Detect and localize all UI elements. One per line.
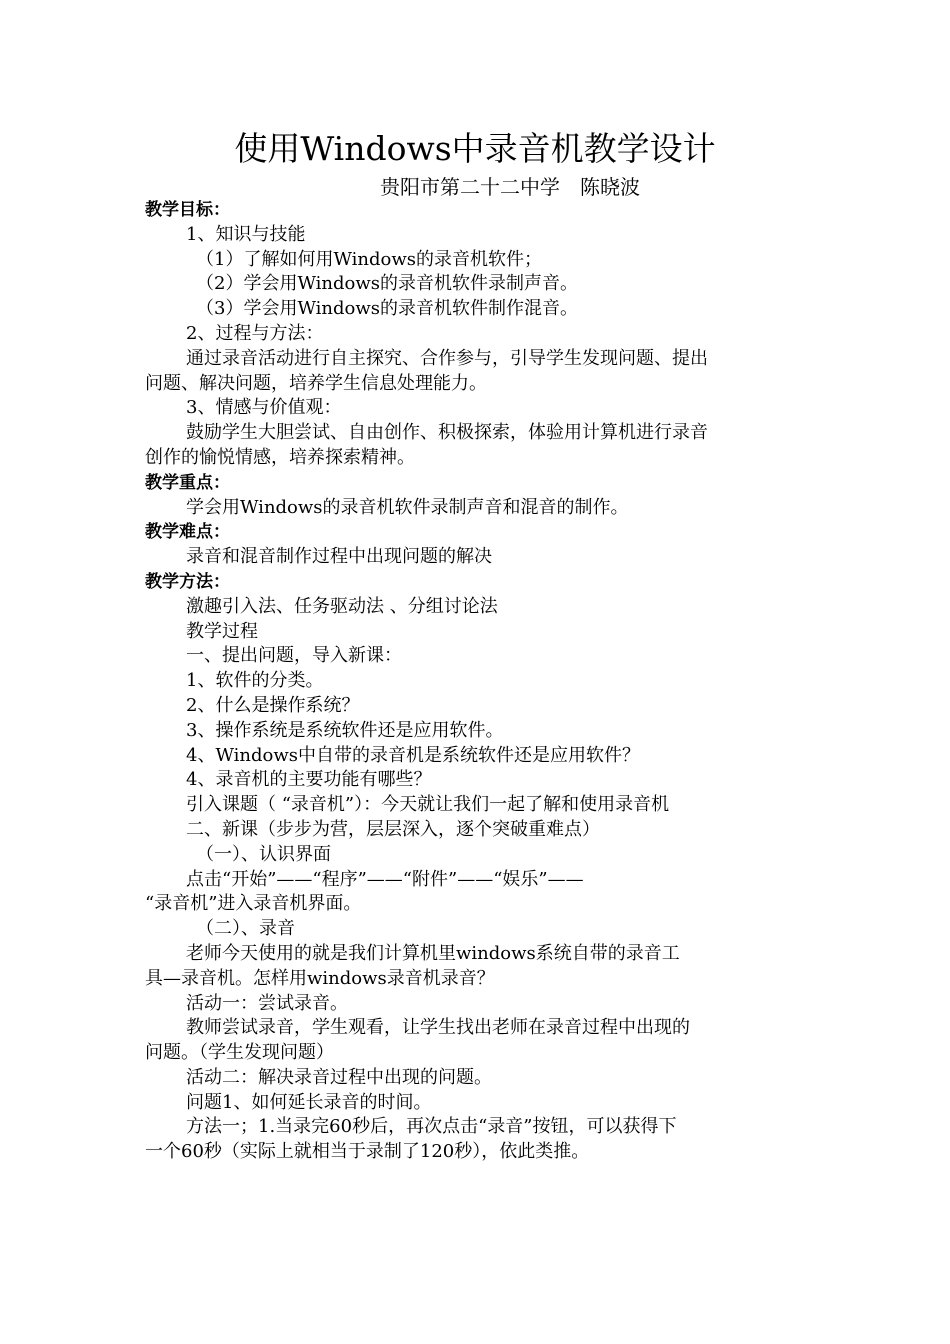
paragraph-line: 2、过程与方法： xyxy=(186,322,324,344)
paragraph-line: （1）了解如何用Windows的录音机软件； xyxy=(196,248,542,270)
heading-key-points: 教学重点： xyxy=(145,472,230,493)
paragraph-line: 一个60秒（实际上就相当于录制了120秒），依此类推。 xyxy=(145,1141,590,1163)
heading-difficulties: 教学难点： xyxy=(145,522,230,543)
paragraph-line: 老师今天使用的就是我们计算机里windows系统自带的录音工 xyxy=(186,942,680,964)
paragraph-line: 2、什么是操作系统？ xyxy=(186,694,360,716)
paragraph-line: 问题。（学生发现问题） xyxy=(145,1042,334,1064)
paragraph-line: 鼓励学生大胆尝试、自由创作、积极探索，体验用计算机进行录音 xyxy=(186,422,708,444)
paragraph-line: 一、提出问题，导入新课： xyxy=(186,645,402,667)
paragraph-line: 具—录音机。怎样用windows录音机录音？ xyxy=(145,967,495,989)
paragraph-line: 点击“开始”——“程序”——“附件”——“娱乐”—— xyxy=(186,868,584,890)
paragraph-line: 创作的愉悦情感，培养探索精神。 xyxy=(145,446,415,468)
paragraph-line: （二）、录音 xyxy=(196,918,295,940)
document-title: 使用Windows中录音机教学设计 xyxy=(234,129,716,168)
paragraph-line: 1、知识与技能 xyxy=(186,223,306,245)
paragraph-line: 方法一；1.当录完60秒后，再次点击“录音”按钮，可以获得下 xyxy=(186,1116,677,1138)
paragraph-line: 3、情感与价值观： xyxy=(186,397,342,419)
paragraph-line: 通过录音活动进行自主探究、合作参与，引导学生发现问题、提出 xyxy=(186,347,708,369)
paragraph-line: 1、软件的分类。 xyxy=(186,670,324,692)
paragraph-line: 引入课题（ “录音机”）：今天就让我们一起了解和使用录音机 xyxy=(186,794,670,816)
heading-methods: 教学方法： xyxy=(145,571,230,592)
paragraph-line: 学会用Windows的录音机软件录制声音和混音的制作。 xyxy=(186,496,629,518)
author-line: 贵阳市第二十二中学 陈晓波 xyxy=(380,175,640,199)
paragraph-line: 3、操作系统是系统软件还是应用软件。 xyxy=(186,719,504,741)
paragraph-line: 问题、解决问题，培养学生信息处理能力。 xyxy=(145,372,487,394)
paragraph-line: （2）学会用Windows的录音机软件录制声音。 xyxy=(196,273,578,295)
paragraph-line: 4、Windows中自带的录音机是系统软件还是应用软件？ xyxy=(186,744,640,766)
paragraph-line: 二、新课（步步为营，层层深入，逐个突破重难点） xyxy=(186,818,600,840)
paragraph-line: 活动二：解决录音过程中出现的问题。 xyxy=(186,1066,492,1088)
heading-objectives: 教学目标： xyxy=(145,200,230,220)
paragraph-line: 教学过程 xyxy=(186,620,258,642)
paragraph-line: 4、录音机的主要功能有哪些？ xyxy=(186,769,432,791)
paragraph-line: 录音和混音制作过程中出现问题的解决 xyxy=(186,546,492,568)
paragraph-line: （一）、认识界面 xyxy=(196,843,331,865)
paragraph-line: 教师尝试录音，学生观看，让学生找出老师在录音过程中出现的 xyxy=(186,1017,690,1039)
paragraph-line: 激趣引入法、任务驱动法 、分组讨论法 xyxy=(186,595,498,617)
paragraph-line: 问题1、如何延长录音的时间。 xyxy=(186,1091,432,1113)
paragraph-line: 活动一：尝试录音。 xyxy=(186,992,348,1014)
document-body xyxy=(145,198,810,1165)
paragraph-line: “录音机”进入录音机界面。 xyxy=(145,893,362,915)
paragraph-line: （3）学会用Windows的录音机软件制作混音。 xyxy=(196,298,578,320)
